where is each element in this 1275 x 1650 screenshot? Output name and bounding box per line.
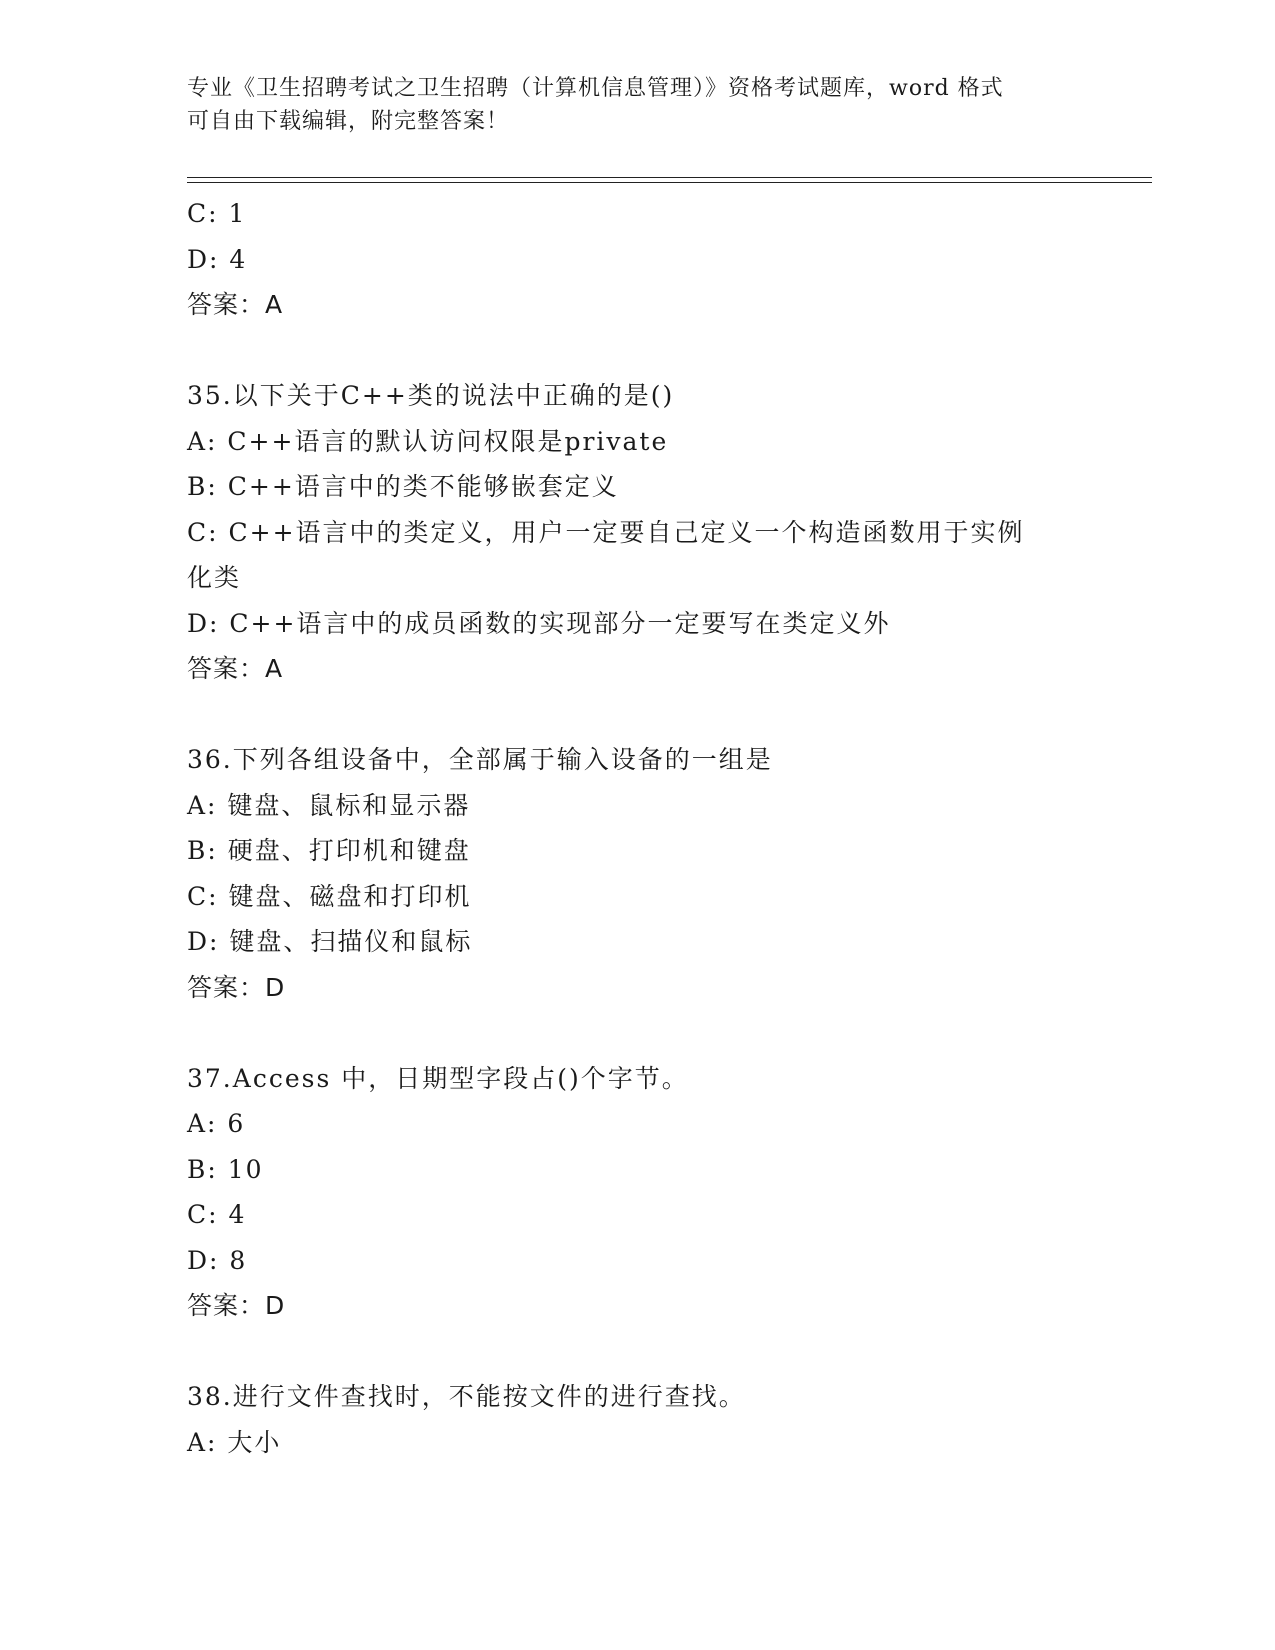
header-divider-top	[187, 177, 1152, 178]
option-line: A: 大小	[187, 1427, 282, 1457]
header-line-2: 可自由下载编辑，附完整答案！	[187, 109, 510, 134]
answer-line: 答案：D	[187, 1291, 286, 1320]
option-line: B: C++语言中的类不能够嵌套定义	[187, 472, 619, 501]
question-list	[187, 191, 1087, 1465]
answer-line: 答案：A	[187, 290, 284, 319]
question-stem: 37.Access 中，日期型字段占()个字节。	[187, 1063, 689, 1093]
option-line: A: 6	[187, 1109, 246, 1138]
option-line: C: 键盘、磁盘和打印机	[187, 881, 472, 911]
question-stem: 38.进行文件查找时，不能按文件的进行查找。	[187, 1382, 746, 1411]
header-line-1: 专业《卫生招聘考试之卫生招聘（计算机信息管理）》资格考试题库，word 格式	[187, 76, 1004, 101]
option-line: D: 8	[187, 1245, 248, 1275]
answer-line: 答案：A	[187, 654, 284, 683]
question-stem: 36.下列各组设备中，全部属于输入设备的一组是	[187, 745, 773, 774]
answer-line: 答案：D	[187, 972, 286, 1002]
option-line: C: C++语言中的类定义，用户一定要自己定义一个构造函数用于实例	[187, 517, 1025, 547]
option-line: A: C++语言的默认访问权限是private	[187, 426, 669, 456]
question-stem: 35.以下关于C++类的说法中正确的是()	[187, 381, 675, 410]
option-line-continuation: 化类	[187, 563, 242, 592]
option-line: B: 10	[187, 1154, 264, 1184]
option-line: C: 1	[187, 199, 247, 228]
option-line: D: C++语言中的成员函数的实现部分一定要写在类定义外	[187, 608, 891, 638]
document-header	[187, 72, 1087, 138]
option-line: D: 4	[187, 244, 248, 274]
option-line: C: 4	[187, 1200, 247, 1229]
header-divider-bottom	[187, 182, 1152, 183]
option-line: A: 键盘、鼠标和显示器	[187, 790, 471, 820]
option-line: B: 硬盘、打印机和键盘	[187, 836, 471, 865]
option-line: D: 键盘、扫描仪和鼠标	[187, 927, 473, 956]
